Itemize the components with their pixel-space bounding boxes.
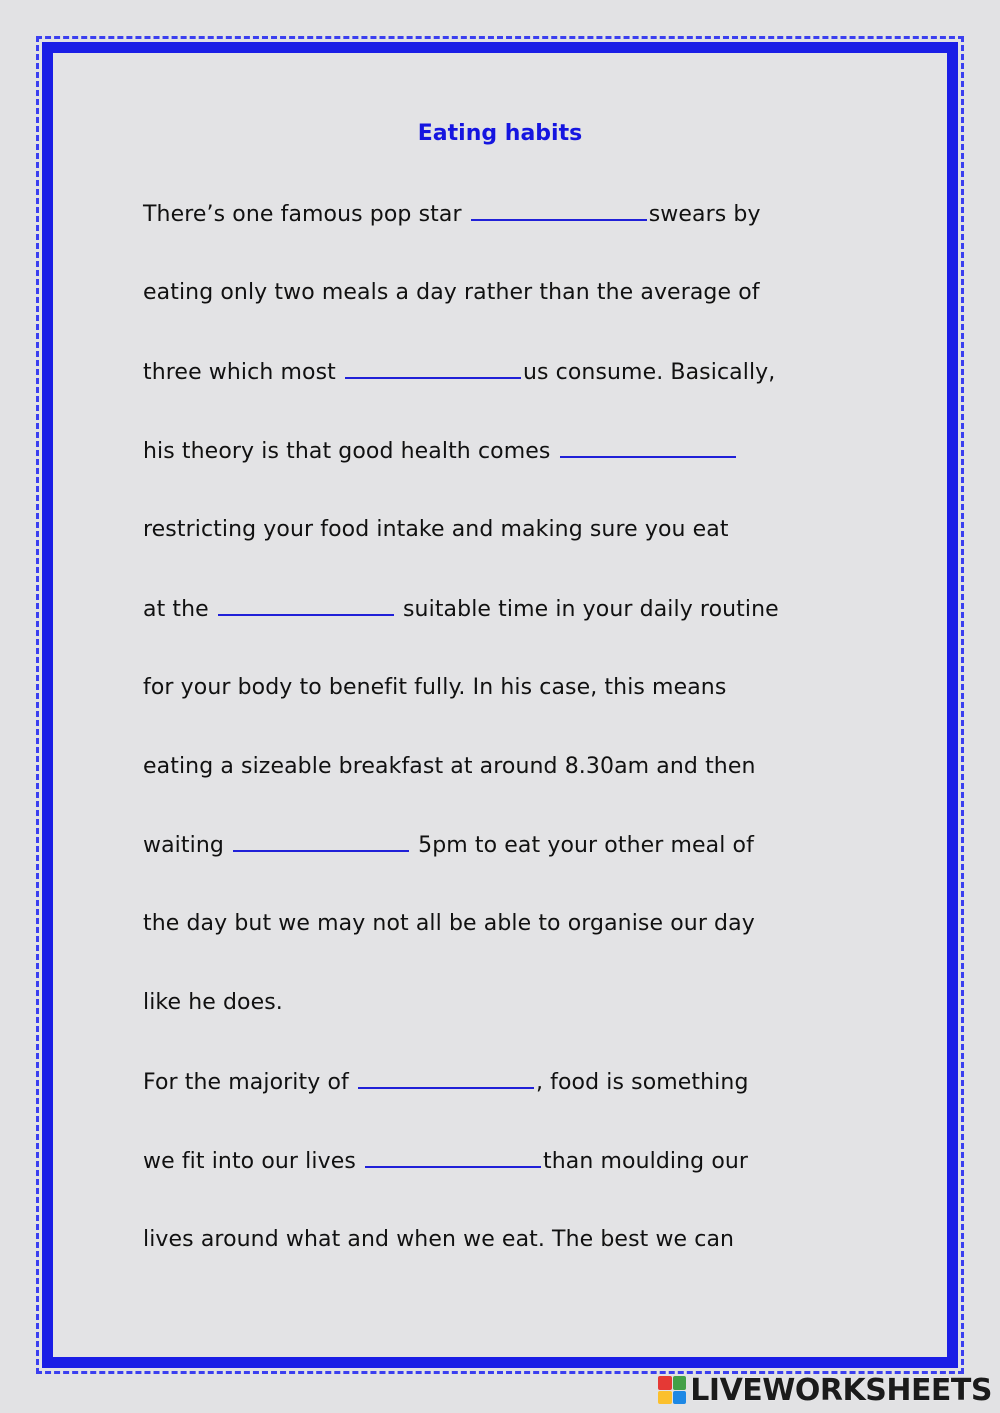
answer-blank-2[interactable]	[345, 359, 521, 379]
text-line: the day but we may not all be able to organise our day	[143, 911, 755, 936]
answer-blank-7[interactable]	[365, 1148, 541, 1168]
liveworksheets-brand[interactable]	[658, 1373, 992, 1407]
text-line: eating only two meals a day rather than the average of	[143, 280, 760, 305]
text-line: eating a sizeable breakfast at around 8.30am and then	[143, 754, 756, 779]
worksheet-title: Eating habits	[417, 121, 583, 146]
answer-blank-6[interactable]	[358, 1069, 534, 1089]
brand-name: LIVEWORKSHEETS	[690, 1372, 992, 1408]
text-line: three which most us consume. Basically,	[143, 360, 776, 385]
text-line: at the suitable time in your daily routine	[143, 597, 779, 622]
text-line: for your body to benefit fully. In his case, this means	[143, 675, 727, 700]
text-line: There’s one famous pop star swears by	[143, 202, 761, 227]
text-line: lives around what and when we eat. The best we can	[143, 1227, 735, 1252]
answer-blank-3[interactable]	[560, 438, 736, 458]
text-line: waiting 5pm to eat your other meal of	[143, 833, 754, 858]
text-line: we fit into our lives than moulding our	[143, 1149, 749, 1174]
text-line: restricting your food intake and making sure you eat	[143, 517, 729, 542]
text-line: like he does.	[143, 990, 283, 1015]
text-line: For the majority of , food is something	[143, 1070, 749, 1095]
answer-blank-5[interactable]	[233, 832, 409, 852]
answer-blank-1[interactable]	[471, 201, 647, 221]
answer-blank-4[interactable]	[218, 596, 394, 616]
liveworksheets-logo-icon	[658, 1376, 686, 1404]
text-line: his theory is that good health comes	[143, 438, 738, 464]
